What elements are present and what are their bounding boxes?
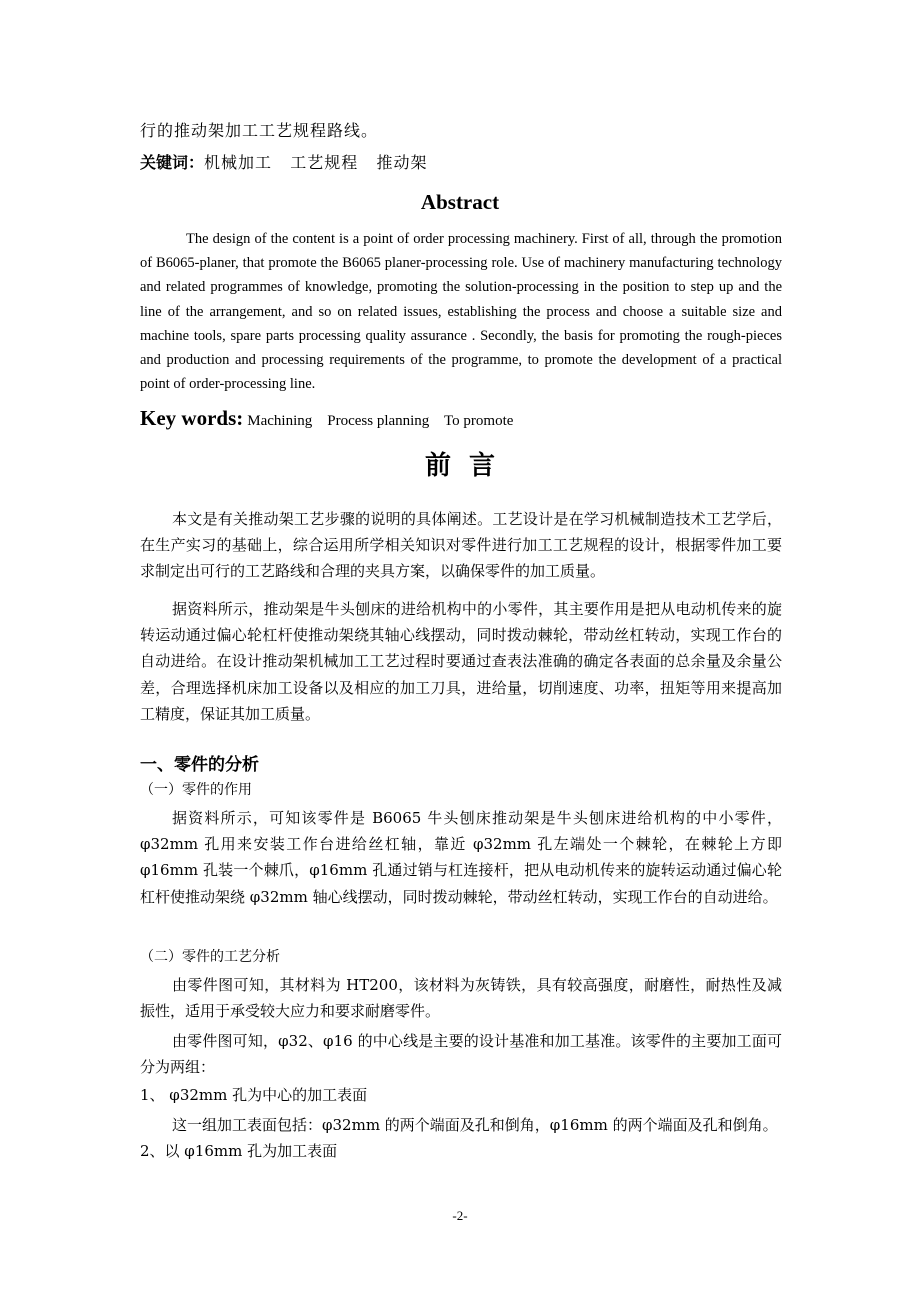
keywords-cn-terms: 机械加工 工艺规程 推动架 <box>204 153 428 172</box>
abstract-body: The design of the content is a point of order processing machinery. First of all, through the promotion of B6065-planer, that promote the B6065 planer-processing role. Use of machinery manufacturing technology and related programmes of knowledge, promoting the solution-processing in the position to step up and the line of the arrangement, and so on related issues, establishing the process and choose a suitable size and machine tools, spare parts processing quality assurance . Secondly, the basis for promoting the rough-pieces and production and processing requirements of the programme, to promote the development of a practical point of order-processing line. <box>140 231 782 393</box>
process-analysis-paragraph-1: 由零件图可知，其材料为 HT200，该材料为灰铸铁，具有较高强度，耐磨性，耐热性及减振性，适用于承受较大应力和要求耐磨零件。 <box>140 976 782 1021</box>
section-heading-part-analysis: 一、零件的分析 <box>140 755 259 775</box>
keywords-cn-label: 关键词： <box>140 153 205 172</box>
keywords-en-terms: Machining Process planning To promote <box>247 413 514 429</box>
list-item-1: 1、 φ32mm 孔为中心的加工表面 <box>140 1086 368 1104</box>
function-paragraph: 据资料所示，可知该零件是 B6065 牛头刨床推动架是牛头刨床进给机构的中小零件，φ32mm 孔用来安装工作台进给丝杠轴，靠近 φ32mm 孔左端处一个棘轮，在棘轮上方即 φ16mm 孔装一个棘爪，φ16mm 孔通过销与杠连接杆，把从电动机传来的旋转运动通过偏心轮杠杆使推动架绕 φ32mm 轴心线摆动，同时拨动棘轮，带动丝杠转动，实现工作台的自动进给。 <box>140 809 782 906</box>
page-number: -2- <box>452 1208 468 1223</box>
abstract-heading: Abstract <box>420 190 500 214</box>
subsection-heading-function: （一）零件的作用 <box>140 782 252 798</box>
intro-tail-line: 行的推动架加工工艺规程路线。 <box>140 121 379 140</box>
process-analysis-paragraph-2: 由零件图可知，φ32、φ16 的中心线是主要的设计基准和加工基准。该零件的主要加工面可分为两组： <box>140 1032 782 1077</box>
keywords-en-label: Key words: <box>140 406 244 430</box>
subsection-heading-process-analysis: （二）零件的工艺分析 <box>140 949 280 965</box>
preface-paragraph-2: 据资料所示，推动架是牛头刨床的进给机构中的小零件，其主要作用是把从电动机传来的旋转运动通过偏心轮杠杆使推动架绕其轴心线摆动，同时拨动棘轮，带动丝杠转动，实现工作台的自动进给。在设计推动架机械加工工艺过程时要通过查表法准确的确定各表面的总余量及余量公差，合理选择机床加工设备以及相应的加工刀具，进给量，切削速度、功率，扭矩等用来提高加工精度，保证其加工质量。 <box>140 600 782 723</box>
preface-paragraph-1: 本文是有关推动架工艺步骤的说明的具体阐述。工艺设计是在学习机械制造技术工艺学后，在生产实习的基础上，综合运用所学相关知识对零件进行加工工艺规程的设计，根据零件加工要求制定出可行的工艺路线和合理的夹具方案，以确保零件的加工质量。 <box>140 510 782 581</box>
list-item-2: 2、以 φ16mm 孔为加工表面 <box>140 1142 338 1160</box>
keywords-cn-line <box>140 150 428 173</box>
keywords-en-line <box>140 406 513 431</box>
list-item-1-detail: 这一组加工表面包括：φ32mm 的两个端面及孔和倒角，φ16mm 的两个端面及孔和倒角。 <box>172 1116 778 1134</box>
preface-heading: 前 言 <box>424 451 496 481</box>
